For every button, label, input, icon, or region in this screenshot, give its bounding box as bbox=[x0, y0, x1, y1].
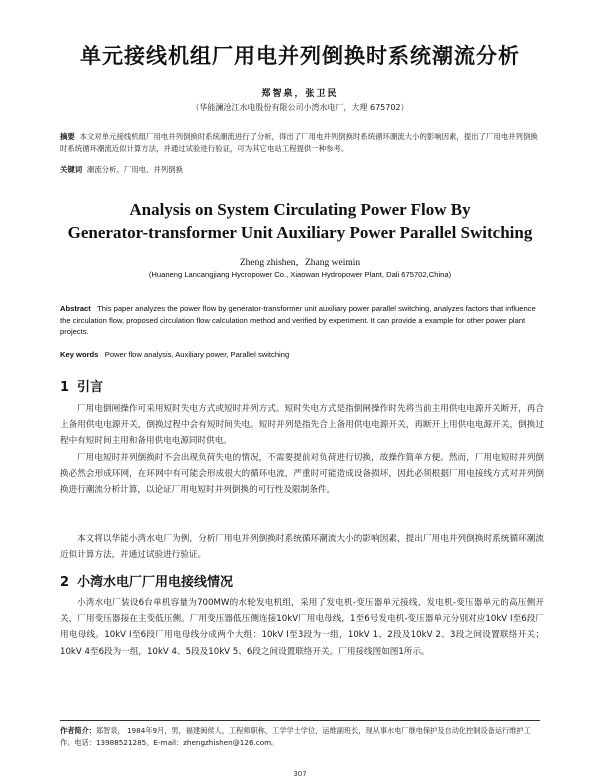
english-title-line-2: Generator-transformer Unit Auxiliary Power Parallel Switching bbox=[67, 223, 533, 242]
chinese-abstract-text: 本文对单元接线机组厂用电并列倒换时系统潮流进行了分析，得出了厂用电并列倒换时系统循环潮流大小的影响因素，提出了厂用电并列倒换时系统循环潮流近似计算方法，并通过试验进行验证，可为其它电站工程提供一种参考。 bbox=[60, 132, 538, 153]
chinese-keywords-text: 潮流分析、厂用电、并列倒换 bbox=[86, 165, 183, 174]
english-abstract-label: Abstract bbox=[60, 304, 91, 313]
chinese-title: 单元接线机组厂用电并列倒换时系统潮流分析 bbox=[80, 44, 520, 68]
author-footnote bbox=[60, 725, 544, 749]
chinese-abstract-label: 摘要 bbox=[60, 132, 75, 141]
english-abstract bbox=[60, 303, 546, 338]
english-keywords-label: Key words bbox=[60, 350, 99, 359]
section-1-title: 引言 bbox=[77, 380, 104, 395]
chinese-keywords-label: 关键词 bbox=[60, 165, 83, 174]
section-2-number: 2 bbox=[60, 575, 70, 590]
english-title-line-1: Analysis on System Circulating Power Flow By bbox=[129, 200, 471, 219]
chinese-affiliation: （华能澜沧江水电股份有限公司小湾水电厂，大理 675702） bbox=[191, 103, 409, 112]
chinese-abstract bbox=[60, 131, 540, 155]
section-2-paragraph: 小湾水电厂装设6台单机容量为700MW的水轮发电机组，采用了发电机-变压器单元接线，发电机-变压器单元的高压侧开关，厂用变压器接在主变低压侧。厂用变压器低压侧连接10kV厂用电母线，1至6号发电机-变压器单元分别对应10kV I至6段厂用电母线。10kV I至6段厂用电母线分成两个大组：10kV I至3段为一组，10kV 1、2段及10kV 2、3段之间设置联络开关；10kV 4至6段为一组，10kV 4、5段及10kV 5、6段之间设置联络开关。厂用接线图如图1所示。 bbox=[60, 598, 544, 657]
section-2-title: 小湾水电厂厂用电接线情况 bbox=[77, 575, 234, 590]
chinese-keywords bbox=[60, 164, 540, 175]
section-2-heading bbox=[60, 571, 233, 590]
english-title bbox=[0, 198, 600, 244]
footnote-label: 作者简介： bbox=[60, 726, 96, 735]
section-1-paragraph: 厂用电短时并列倒换时不会出现负荷失电的情况，不需要提前对负荷进行切换，故操作简单方便。然而，厂用电短时并列倒换必然会形成环网，在环网中有可能会形成很大的循环电流，严重时可能造成设备损坏，因此必须根据厂用电接线方式对并列倒换进行潮流分析计算，以论证厂用电短时并列倒换的可行性及限制条件。 bbox=[60, 453, 544, 496]
english-keywords-text: Power flow analysis, Auxiliary power, Parallel switching bbox=[104, 350, 290, 359]
english-keywords bbox=[60, 350, 546, 359]
english-authors: Zheng zhishen，Zhang weimin bbox=[239, 258, 361, 268]
section-1-number: 1 bbox=[60, 380, 70, 395]
chinese-authors: 郑智泉，张卫民 bbox=[261, 89, 339, 99]
section-1-paragraph: 本文将以华能小湾水电厂为例，分析厂用电并列倒换时系统循环潮流大小的影响因素，提出厂用电并列倒换时系统循环潮流近似计算方法，并通过试验进行验证。 bbox=[60, 534, 544, 561]
section-1-heading bbox=[60, 376, 103, 395]
english-abstract-text: This paper analyzes the power flow by generator-transformer unit auxiliary power parallel switching, analyzes factors that influence the circulation flow, proposed circulation flow calculation method and verified by experiment. It can provide a example for other power plant projects. bbox=[60, 304, 536, 337]
section-1-paragraph: 厂用电倒闸操作可采用短时失电方式或短时并列方式。短时失电方式是指倒闸操作时先将当前主用供电电源开关断开，再合上备用供电电源开关，倒换过程中会有短时间失电。短时并列是指先合上备用供电电源开关，再断开上用供电电源开关，倒换过程中有短时间主用和备用供电电源同时供电。 bbox=[60, 404, 544, 447]
footnote-text: 郑智泉， 1984年9月，男，福建闽侯人，工程师职称，工学学士学位，运维副班长，现从事水电厂继电保护及自动化控制设备运行维护工作。电话：13988521285。E-mail：zhengzhishen@126.com。 bbox=[60, 726, 531, 747]
page-number: 307 bbox=[293, 770, 307, 778]
footnote-divider bbox=[60, 720, 540, 721]
english-affiliation: (Huaneng Lancangjiang Hycropower Co., Xiaowan Hydropower Plant, Dali 675702,China) bbox=[148, 270, 452, 279]
